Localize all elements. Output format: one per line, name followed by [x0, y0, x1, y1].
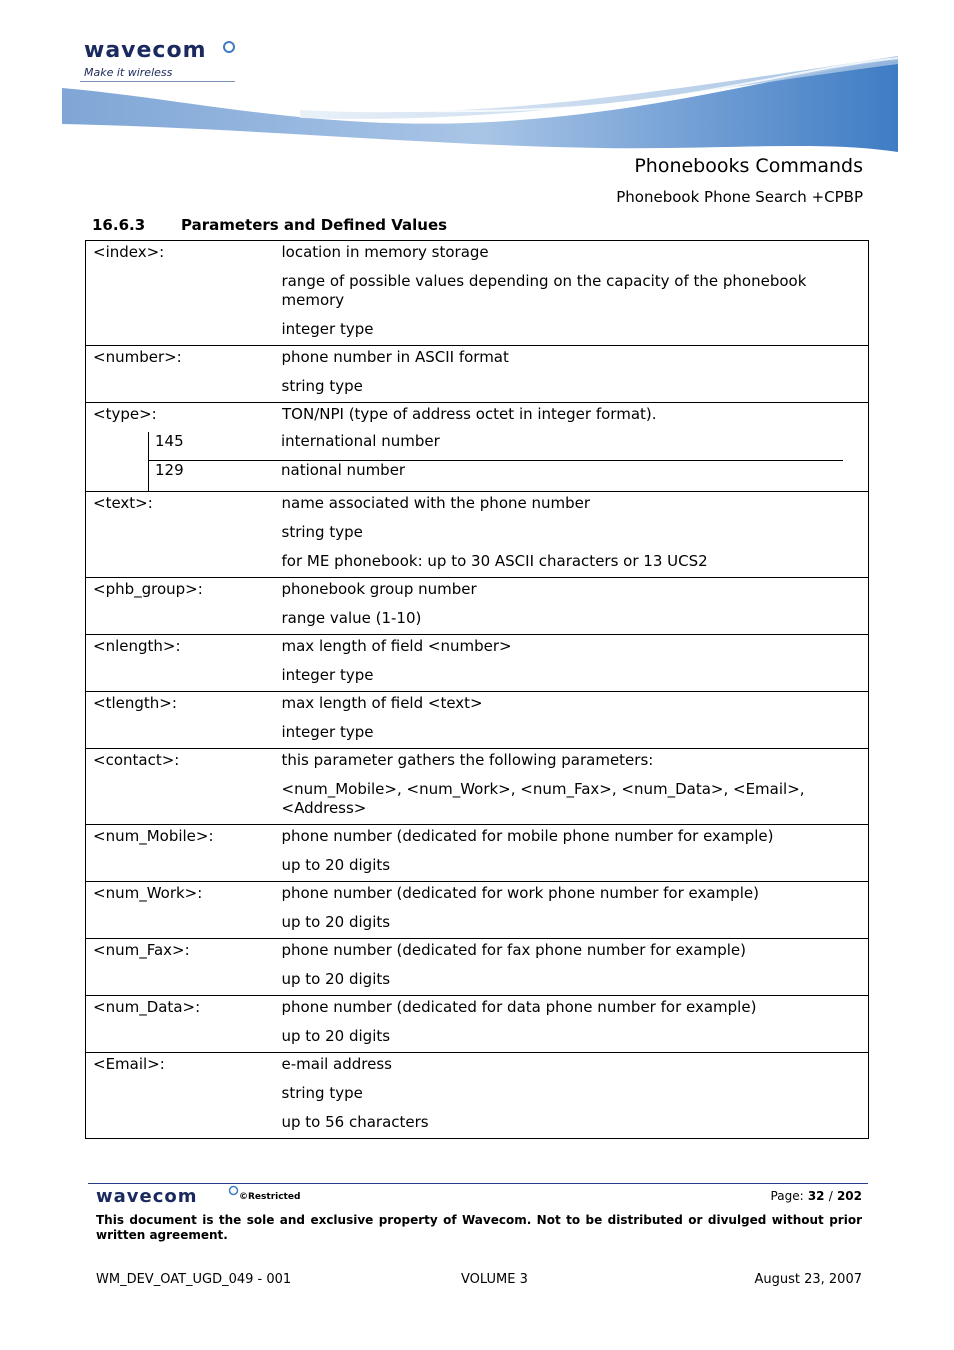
- table-row: [86, 882, 869, 939]
- document-reference: WM_DEV_OAT_UGD_049 - 001: [96, 1272, 292, 1287]
- type-meaning: international number: [281, 432, 440, 450]
- wavecom-logo: wavecom: [84, 38, 207, 63]
- param-description: [282, 635, 869, 692]
- desc-line: string type: [281, 523, 363, 541]
- desc-line: up to 20 digits: [281, 1027, 391, 1045]
- desc-line: for ME phonebook: up to 30 ASCII characters or 13 UCS2: [281, 552, 708, 570]
- param-name: <type>:: [93, 405, 157, 423]
- footer-logo-swirl-icon: [228, 1185, 239, 1196]
- param-description: [282, 749, 869, 825]
- param-description: [282, 692, 869, 749]
- desc-line: range value (1-10): [281, 609, 422, 627]
- desc-line: <num_Mobile>, <num_Work>, <num_Fax>, <num_Data>, <Email>,<Address>: [281, 780, 805, 817]
- desc-line: string type: [281, 377, 363, 395]
- footer-divider: [88, 1183, 868, 1184]
- param-description: [282, 882, 869, 939]
- desc-line: TON/NPI (type of address octet in integer format).: [282, 405, 657, 423]
- param-name: <num_Fax>:: [86, 939, 282, 996]
- table-row: [86, 403, 869, 492]
- section-title: Parameters and Defined Values: [181, 216, 448, 234]
- desc-line: phone number (dedicated for data phone number for example): [281, 998, 757, 1016]
- param-name: <text>:: [86, 492, 282, 578]
- desc-line: max length of field <number>: [281, 637, 512, 655]
- table-row: [86, 241, 869, 346]
- param-name: <num_Data>:: [86, 996, 282, 1053]
- param-description: [282, 996, 869, 1053]
- subtable-row: [149, 432, 843, 461]
- desc-line: max length of field <text>: [281, 694, 483, 712]
- param-description: [282, 825, 869, 882]
- param-name: <tlength>:: [86, 692, 282, 749]
- desc-line: integer type: [281, 723, 374, 741]
- desc-line: phone number in ASCII format: [281, 348, 509, 366]
- type-param-cell: [86, 403, 869, 492]
- table-row: [86, 825, 869, 882]
- document-date: August 23, 2007: [754, 1272, 862, 1287]
- table-row: [86, 996, 869, 1053]
- table-row: [86, 749, 869, 825]
- desc-line: phonebook group number: [281, 580, 477, 598]
- desc-line: string type: [281, 1084, 363, 1102]
- param-name: <Email>:: [86, 1053, 282, 1139]
- param-name: <num_Mobile>:: [86, 825, 282, 882]
- section-number: 16.6.3: [92, 216, 146, 234]
- desc-line: integer type: [281, 666, 374, 684]
- desc-line: e-mail address: [281, 1055, 392, 1073]
- chapter-title: Phonebooks Commands: [634, 155, 863, 177]
- page-label: Page:: [770, 1189, 804, 1203]
- parameters-table: [85, 240, 869, 1139]
- param-name: <phb_group>:: [86, 578, 282, 635]
- table-row: [86, 635, 869, 692]
- logo-tagline: Make it wireless: [84, 66, 173, 79]
- desc-line: integer type: [281, 320, 374, 338]
- desc-line: phone number (dedicated for fax phone number for example): [281, 941, 746, 959]
- desc-line: location in memory storage: [281, 243, 489, 261]
- type-code: 129: [155, 461, 184, 479]
- param-name: <contact>:: [86, 749, 282, 825]
- param-description: [282, 1053, 869, 1139]
- desc-line: up to 20 digits: [281, 970, 391, 988]
- page-separator: /: [828, 1189, 833, 1203]
- param-description: [282, 939, 869, 996]
- page-total: 202: [836, 1189, 862, 1203]
- desc-line: phone number (dedicated for work phone number for example): [281, 884, 759, 902]
- desc-line: up to 20 digits: [281, 856, 391, 874]
- type-meaning: national number: [281, 461, 406, 479]
- param-description: [282, 241, 869, 346]
- desc-line: this parameter gathers the following parameters:: [281, 751, 654, 769]
- header-banner: [0, 0, 954, 160]
- section-subtitle: Phonebook Phone Search +CPBP: [616, 188, 863, 206]
- table-row: [86, 346, 869, 403]
- param-description: [282, 492, 869, 578]
- footer-wavecom-logo: wavecom: [96, 1186, 198, 1207]
- param-name: <nlength>:: [86, 635, 282, 692]
- table-row: [86, 578, 869, 635]
- confidentiality-notice: This document is the sole and exclusive property of Wavecom. Not to be distributed or divulged without prior written agreement.: [96, 1213, 862, 1242]
- table-row: [86, 939, 869, 996]
- param-description: [282, 578, 869, 635]
- page-indicator: [771, 1189, 862, 1203]
- param-name: <index>:: [86, 241, 282, 346]
- restricted-label: ©Restricted: [239, 1192, 301, 1202]
- desc-line: up to 56 characters: [281, 1113, 429, 1131]
- table-row: [86, 1053, 869, 1139]
- logo-divider: [80, 81, 235, 82]
- table-row: [86, 492, 869, 578]
- type-code: 145: [155, 432, 184, 450]
- param-name: <num_Work>:: [86, 882, 282, 939]
- section-heading: [92, 216, 447, 234]
- param-name: <number>:: [86, 346, 282, 403]
- desc-line: range of possible values depending on the capacity of the phonebook memory: [281, 272, 807, 309]
- desc-line: up to 20 digits: [281, 913, 391, 931]
- type-values-subtable: [148, 432, 843, 491]
- volume-label: VOLUME 3: [461, 1272, 528, 1287]
- logo-swirl-icon: [222, 40, 236, 54]
- desc-line: phone number (dedicated for mobile phone number for example): [281, 827, 774, 845]
- page-current: 32: [807, 1189, 825, 1203]
- subtable-row: [149, 461, 843, 491]
- param-description: [282, 346, 869, 403]
- desc-line: name associated with the phone number: [281, 494, 591, 512]
- table-row: [86, 692, 869, 749]
